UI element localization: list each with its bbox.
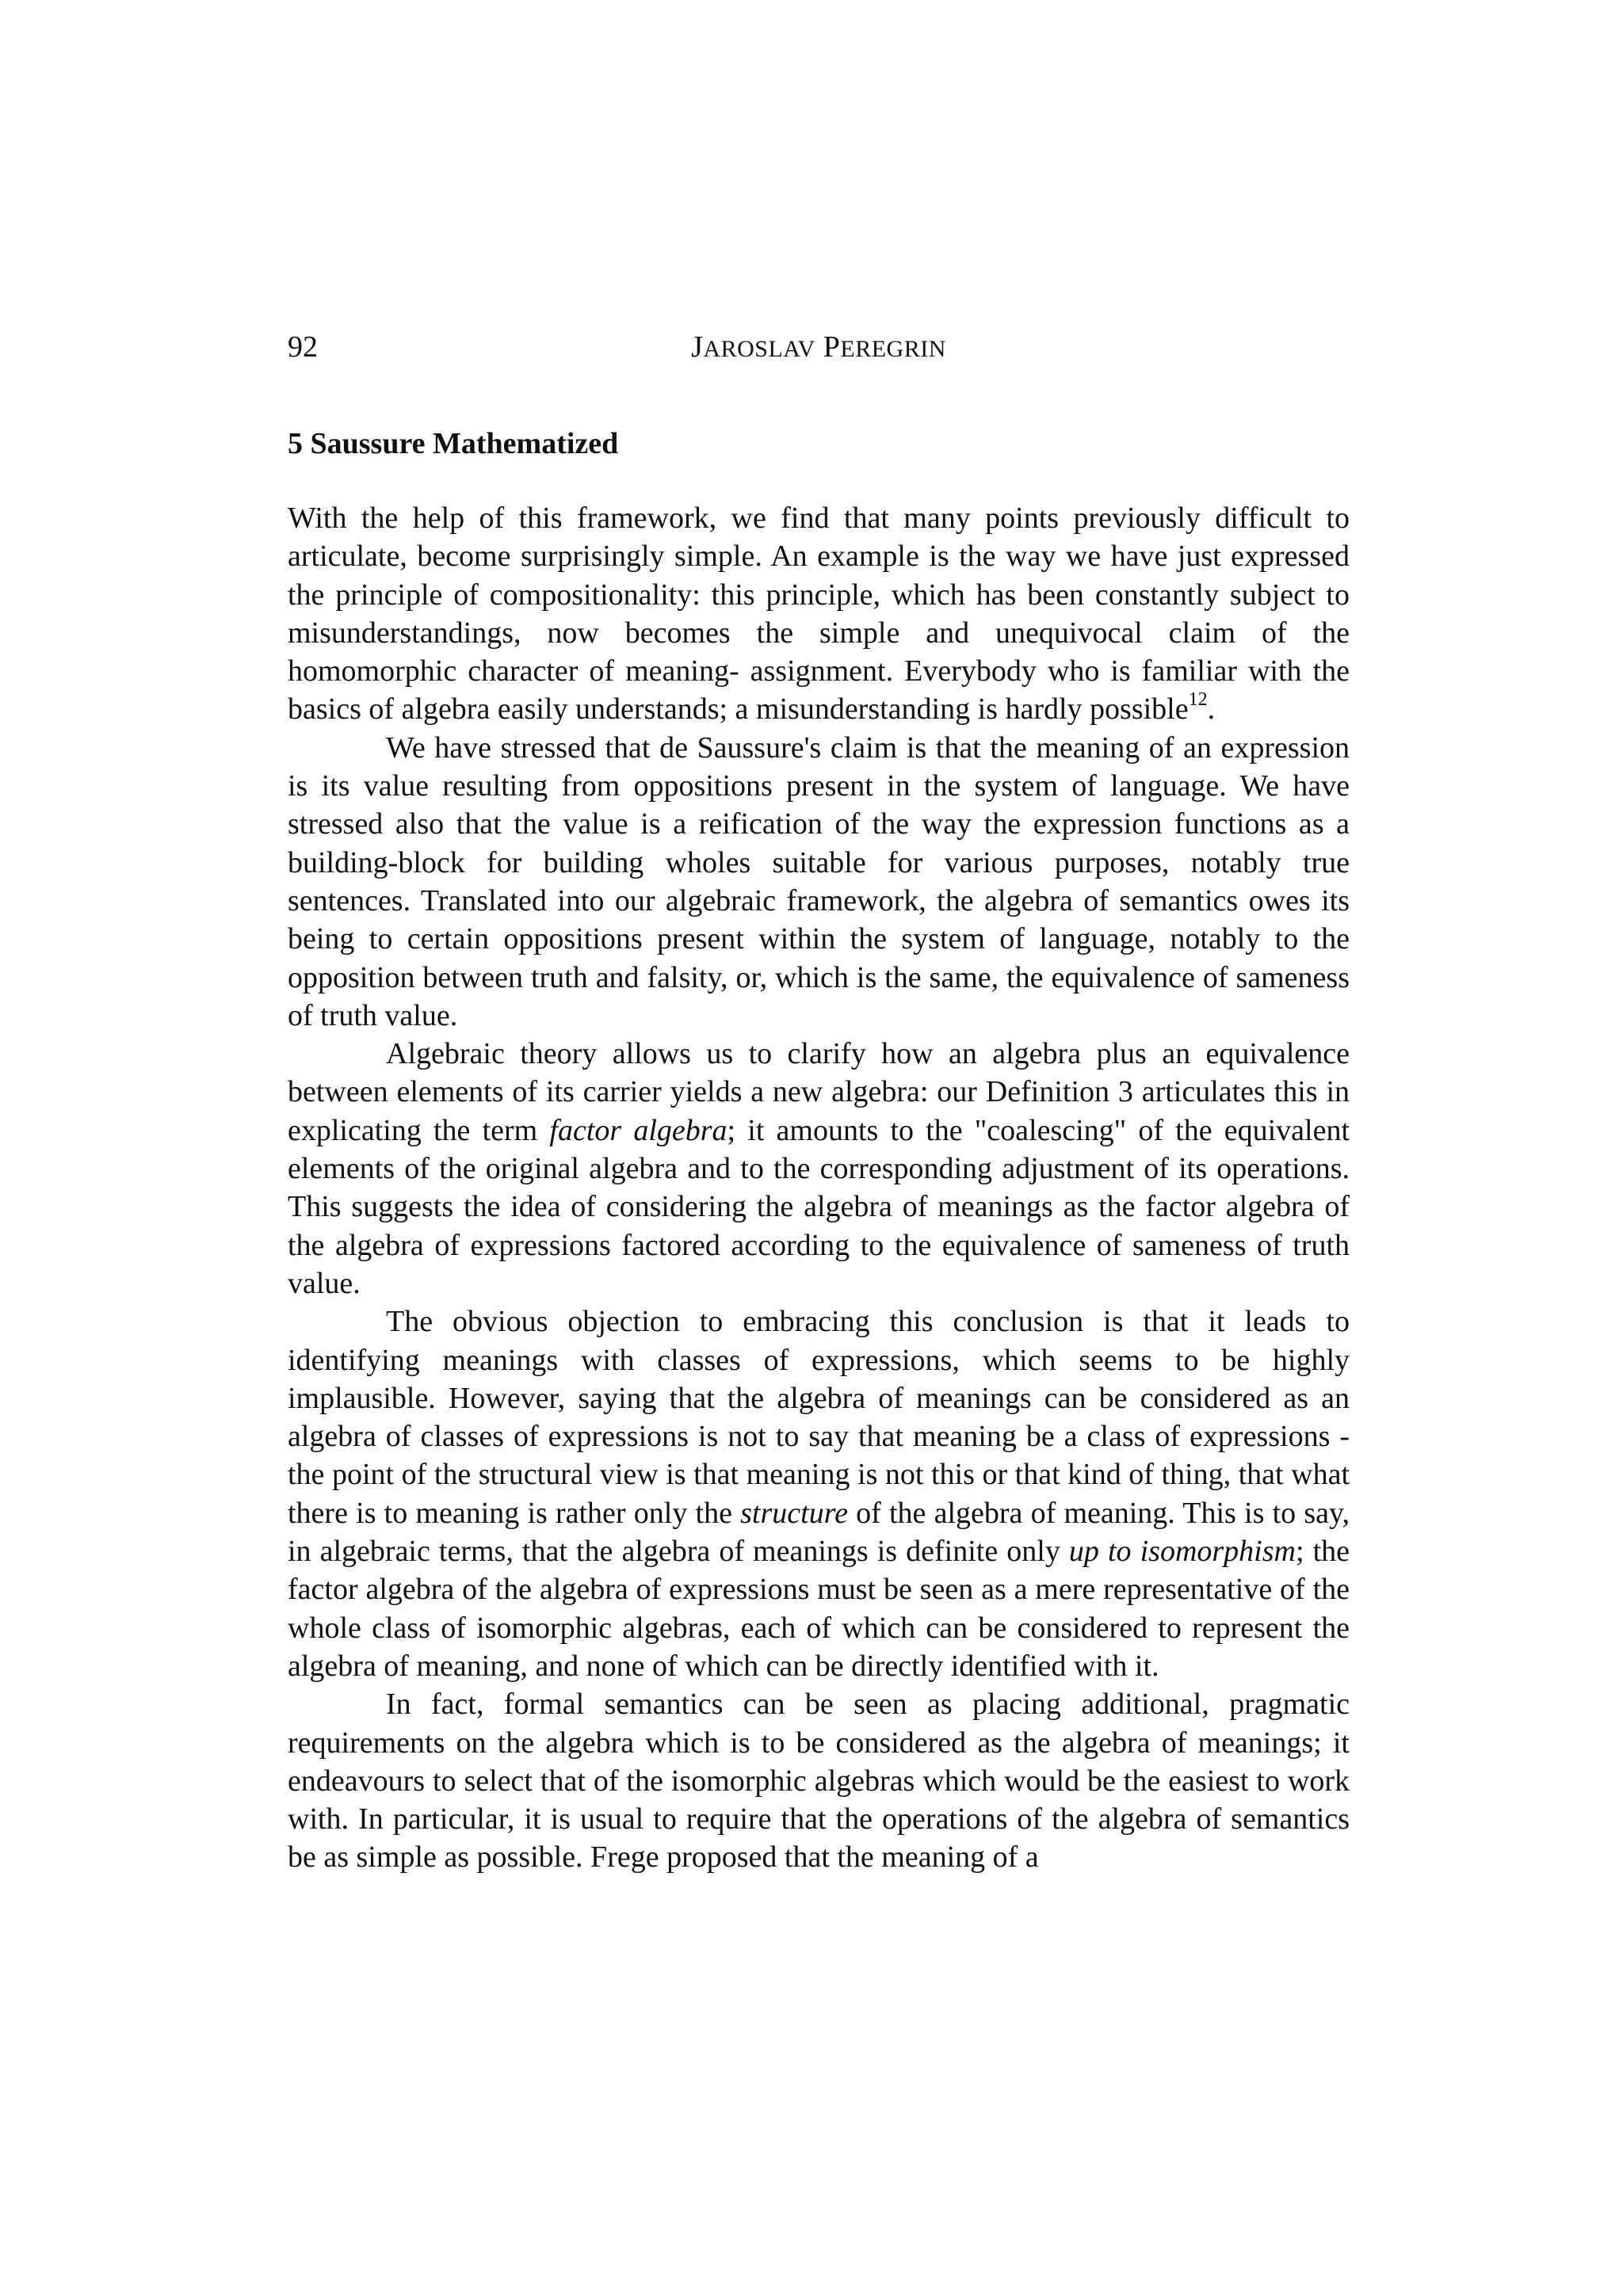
page-number: 92 — [288, 330, 318, 364]
paragraph-4-before: The obvious objection to embracing this conclusion is that it leads to identifying meanings with classes of expressions, which seems to be highly implausible. However, saying that the algebra of meanings can be considered as an algebra of classes of expressions is not to say that meaning be a class of expressions - the point of the structural view is that meaning is not this or that kind of thing, that what there is to meaning is rather only the — [288, 1305, 1350, 1530]
paragraph-2: We have stressed that de Saussure's claim is that the meaning of an expression is its value resulting from oppositions present in the system of language. We have stressed also that the value is a reification of the way the expression functions as a building-block for building wholes suitable for various purposes, notably true sentences. Translated into our algebraic framework, the algebra of semantics owes its being to certain oppositions present within the system of language, notably to the opposition between truth and falsity, or, which is the same, the equivalence of sameness of truth value. — [288, 730, 1350, 1032]
paragraph-1-end: . — [1207, 692, 1216, 727]
paragraph-3-italic: factor algebra — [549, 1113, 727, 1147]
author-first-initial: J — [691, 330, 704, 364]
paragraph-3 — [288, 1035, 1350, 1302]
footnote-marker[interactable]: 12 — [1188, 688, 1208, 710]
body-text — [288, 499, 1350, 1877]
paragraph-4-middle: of the algebra of meaning. This is to say, in algebraic terms, that the algebra of meanings is definite only — [288, 1496, 1350, 1569]
running-head — [288, 323, 1350, 371]
author-first-rest: AROSLAV — [703, 336, 815, 362]
section-heading: 5 Saussure Mathematized — [288, 427, 619, 460]
paragraph-5: In fact, formal semantics can be seen as placing additional, pragmatic requirements on the algebra which is to be considered as the algebra of meanings; it endeavours to select that of the isomorphic algebras which would be the easiest to work with. In particular, it is usual to require that the operations of the algebra of semantics be as simple as possible. Frege proposed that the meaning of a — [288, 1688, 1350, 1875]
author-last-initial: P — [823, 330, 841, 364]
author-last-rest: EREGRIN — [840, 336, 946, 362]
paragraph-1-text: With the help of this framework, we find that many points previously difficult to articulate, become surprisingly simple. An example is the way we have just expressed the principle of compositionality: this principle, which has been constantly subject to misunderstandings, now becomes the simple and unequivocal claim of the homomorphic character of meaning- assignment. Everybody who is familiar with the basics of algebra easily understands; a misunderstanding is hardly possible — [288, 502, 1350, 727]
running-title-author — [288, 323, 1350, 373]
paragraph-1 — [288, 499, 1350, 729]
paragraph-4-italic-isomorphism: up to isomorphism — [1068, 1535, 1296, 1569]
paragraph-4 — [288, 1302, 1350, 1685]
paragraph-4-after: ; the factor algebra of the algebra of expressions must be seen as a mere representative of the whole class of isomorphic algebras, each of which can be considered to represent the algebra of meaning, and none of which can be directly identified with it. — [288, 1535, 1350, 1683]
paragraph-3-before: Algebraic theory allows us to clarify how an algebra plus an equivalence between elements of its carrier yields a new algebra: our Definition 3 articulates this in explicating the term — [288, 1037, 1350, 1147]
paragraph-4-italic-structure: structure — [740, 1496, 848, 1530]
paragraph-3-after: ; it amounts to the "coalescing" of the equivalent elements of the original algebra and to the corresponding adjustment of its operations. This suggests the idea of considering the algebra of meanings as the factor algebra of the algebra of expressions factored according to the equivalence of sameness of truth value. — [288, 1113, 1350, 1300]
